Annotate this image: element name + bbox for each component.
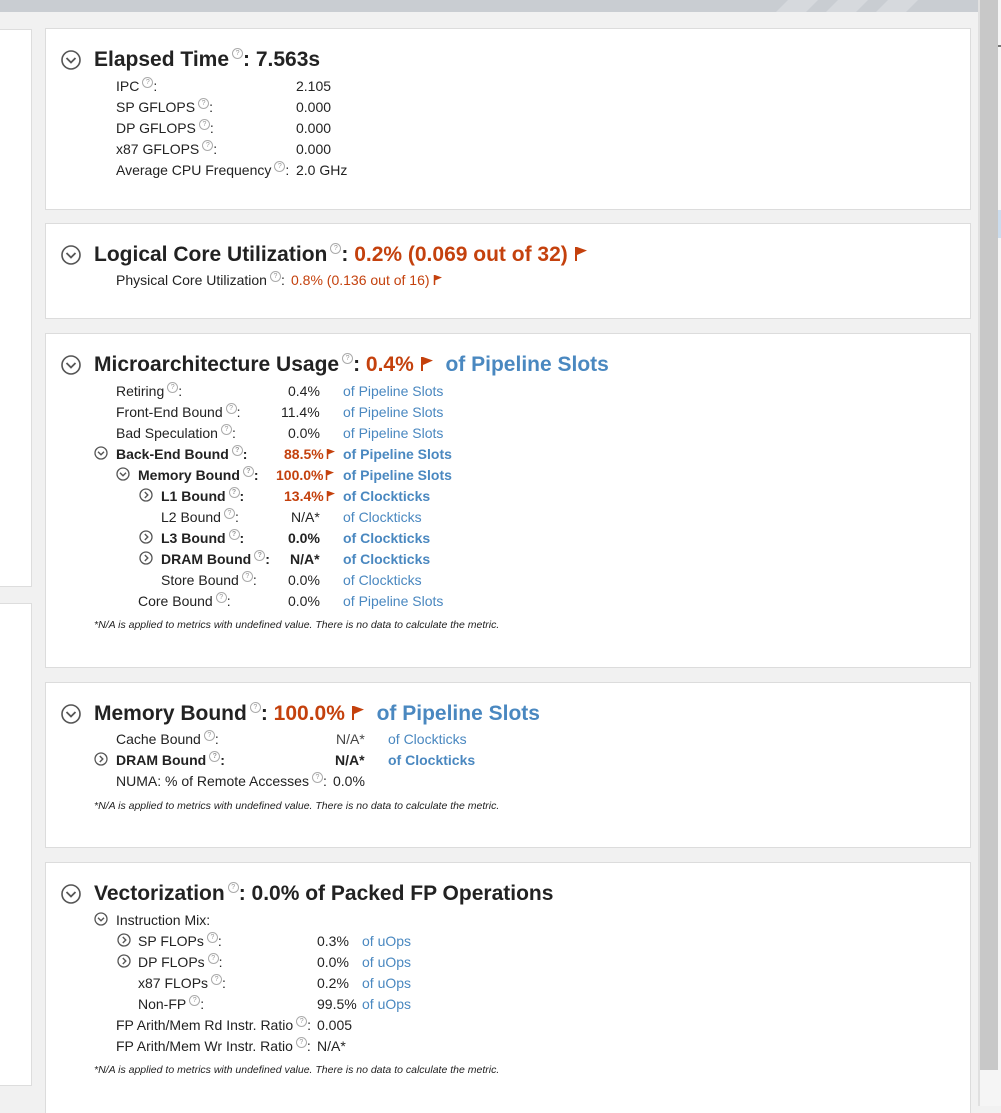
metric-label: SP FLOPs ? : bbox=[138, 933, 222, 949]
help-icon[interactable]: ? bbox=[296, 1037, 307, 1048]
help-icon[interactable]: ? bbox=[198, 98, 209, 109]
metric-label: SP GFLOPS ? : bbox=[116, 99, 213, 115]
metric-value: 0.0% bbox=[288, 572, 320, 588]
metric-unit: of Clockticks bbox=[343, 572, 422, 588]
na-footnote: *N/A is applied to metrics with undefined value. There is no data to calculate the metric. bbox=[94, 1064, 500, 1076]
instruction-mix-label: Instruction Mix: bbox=[116, 912, 211, 928]
metric-label: L1 Bound ? : bbox=[161, 488, 245, 504]
metric-value: 2.0 GHz bbox=[296, 162, 348, 178]
metric-label: DRAM Bound ? : bbox=[116, 752, 225, 768]
help-icon[interactable]: ? bbox=[208, 953, 219, 964]
left-pane-lower bbox=[0, 603, 32, 1086]
help-icon[interactable]: ? bbox=[216, 592, 227, 603]
help-icon[interactable]: ? bbox=[270, 271, 281, 282]
metric-value: 0.2% bbox=[317, 975, 349, 991]
metric-label: DRAM Bound ? : bbox=[161, 551, 270, 567]
elapsed-time-heading bbox=[94, 48, 320, 72]
metric-value: 0.000 bbox=[296, 120, 332, 136]
warning-flag-icon[interactable] bbox=[420, 356, 434, 372]
metric-unit: of Pipeline Slots bbox=[343, 404, 444, 420]
metric-label: Average CPU Frequency ? : bbox=[116, 162, 290, 178]
logical-core-utilization-panel bbox=[45, 223, 971, 319]
warning-flag-icon[interactable] bbox=[574, 246, 588, 262]
metric-label: L3 Bound ? : bbox=[161, 530, 245, 546]
metric-label: FP Arith/Mem Rd Instr. Ratio ? : bbox=[116, 1017, 312, 1033]
memory-bound-panel bbox=[45, 682, 971, 848]
expand-chevron-icon[interactable] bbox=[117, 954, 131, 968]
metric-unit: of Pipeline Slots bbox=[343, 383, 444, 399]
memory-bound-value: 100.0% bbox=[273, 702, 345, 725]
metric-value: 0.0% bbox=[317, 954, 349, 970]
metric-unit: of Pipeline Slots bbox=[343, 446, 452, 462]
help-icon[interactable]: ? bbox=[250, 702, 261, 713]
metric-label: IPC ? : bbox=[116, 78, 158, 94]
vectorization-heading bbox=[94, 882, 553, 906]
metric-value: 99.5% bbox=[317, 996, 357, 1012]
help-icon[interactable]: ? bbox=[211, 974, 222, 985]
metric-value: 100.0% bbox=[276, 467, 335, 483]
metric-value: N/A* bbox=[290, 551, 320, 567]
warning-flag-icon[interactable] bbox=[433, 274, 443, 286]
warning-flag-icon[interactable] bbox=[351, 705, 365, 721]
metric-unit: of uOps bbox=[362, 954, 412, 970]
metric-label: Memory Bound ? : bbox=[138, 467, 259, 483]
metric-value: N/A* bbox=[335, 752, 365, 768]
metric-label: NUMA: % of Remote Accesses ? : bbox=[116, 773, 327, 789]
metric-value: N/A* bbox=[336, 731, 365, 747]
metric-unit: of Pipeline Slots bbox=[343, 425, 444, 441]
help-icon[interactable]: ? bbox=[202, 140, 213, 151]
metric-unit: of Clockticks bbox=[343, 509, 422, 525]
na-footnote: *N/A is applied to metrics with undefined value. There is no data to calculate the metric. bbox=[94, 619, 500, 631]
help-icon[interactable]: ? bbox=[221, 424, 232, 435]
help-icon[interactable]: ? bbox=[226, 403, 237, 414]
metric-value: 0.000 bbox=[296, 141, 332, 157]
metric-unit: of Clockticks bbox=[343, 551, 431, 567]
help-icon[interactable]: ? bbox=[229, 487, 240, 498]
memory-bound-heading: Memory Bound ? : 100.0% of Pipeline Slots bbox=[94, 702, 540, 725]
microarchitecture-usage-panel bbox=[45, 333, 971, 668]
help-icon[interactable]: ? bbox=[204, 730, 215, 741]
metric-unit: of Clockticks bbox=[388, 752, 476, 768]
metric-unit: of Pipeline Slots bbox=[343, 467, 452, 483]
metric-value: 11.4% bbox=[281, 404, 320, 420]
metric-value: N/A* bbox=[317, 1038, 346, 1054]
help-icon[interactable]: ? bbox=[274, 161, 285, 172]
help-icon[interactable]: ? bbox=[242, 571, 253, 582]
logical-core-value: 0.2% (0.069 out of 32) bbox=[354, 243, 568, 266]
help-icon[interactable]: ? bbox=[167, 382, 178, 393]
metric-label: Core Bound ? : bbox=[138, 593, 231, 609]
expand-chevron-icon[interactable] bbox=[139, 530, 153, 544]
logical-core-heading: Logical Core Utilization ? : 0.2% (0.069 out of 32) bbox=[94, 243, 588, 267]
metric-value: 0.0% bbox=[288, 593, 320, 609]
metric-label: Bad Speculation ? : bbox=[116, 425, 236, 441]
metric-value: 0.4% bbox=[288, 383, 320, 399]
memory-bound-title: Memory Bound bbox=[94, 702, 247, 725]
help-icon[interactable]: ? bbox=[207, 932, 218, 943]
elapsed-time-value: : 7.563s bbox=[243, 48, 321, 71]
help-icon[interactable]: ? bbox=[229, 529, 240, 540]
microarchitecture-value: 0.4% bbox=[365, 353, 414, 376]
metric-label: DP GFLOPS ? : bbox=[116, 120, 214, 136]
left-pane-upper bbox=[0, 29, 32, 587]
collapse-chevron-icon[interactable] bbox=[61, 355, 81, 375]
help-icon[interactable]: ? bbox=[142, 77, 153, 88]
metric-label: Front-End Bound ? : bbox=[116, 404, 241, 420]
help-icon[interactable]: ? bbox=[312, 772, 323, 783]
help-icon[interactable]: ? bbox=[254, 550, 265, 561]
na-footnote: *N/A is applied to metrics with undefined value. There is no data to calculate the metric. bbox=[94, 800, 500, 812]
collapse-chevron-icon[interactable] bbox=[61, 884, 81, 904]
metric-unit: of uOps bbox=[362, 996, 412, 1012]
metric-value: 0.3% bbox=[317, 933, 349, 949]
help-icon[interactable]: ? bbox=[232, 48, 243, 59]
collapse-chevron-icon[interactable] bbox=[61, 245, 81, 265]
metric-label: FP Arith/Mem Wr Instr. Ratio ? : bbox=[116, 1038, 311, 1054]
expand-chevron-icon[interactable] bbox=[139, 488, 153, 502]
help-icon[interactable]: ? bbox=[209, 751, 220, 762]
metric-value: 0.0% bbox=[288, 530, 320, 546]
help-icon[interactable]: ? bbox=[342, 353, 353, 364]
metric-value: 0.0% bbox=[288, 425, 320, 441]
collapse-chevron-icon[interactable] bbox=[94, 912, 108, 926]
elapsed-time-panel bbox=[45, 28, 971, 210]
metric-value: 0.8% (0.136 out of 16) bbox=[291, 272, 443, 288]
help-icon[interactable]: ? bbox=[228, 882, 239, 893]
microarchitecture-heading: Microarchitecture Usage ? : 0.4% of Pipeline Slots bbox=[94, 353, 609, 376]
metric-value: 0.005 bbox=[317, 1017, 353, 1033]
help-icon[interactable]: ? bbox=[232, 445, 243, 456]
warning-flag-icon[interactable] bbox=[326, 448, 336, 460]
vectorization-title: Vectorization bbox=[94, 882, 225, 905]
expand-chevron-icon[interactable] bbox=[139, 551, 153, 565]
vertical-scrollbar[interactable] bbox=[978, 0, 1001, 1106]
metric-label: Retiring ? : bbox=[116, 383, 183, 399]
elapsed-time-title: Elapsed Time bbox=[94, 48, 230, 71]
metric-value: 88.5% bbox=[284, 446, 336, 462]
metric-label: DP FLOPs ? : bbox=[138, 954, 223, 970]
metric-label: x87 GFLOPS ? : bbox=[116, 141, 218, 157]
metric-label: Store Bound ? : bbox=[161, 572, 257, 588]
warning-flag-icon[interactable] bbox=[326, 490, 336, 502]
metric-unit: of uOps bbox=[362, 933, 412, 949]
microarchitecture-unit: of Pipeline Slots bbox=[445, 353, 609, 376]
expand-chevron-icon[interactable] bbox=[117, 933, 131, 947]
help-icon[interactable]: ? bbox=[296, 1016, 307, 1027]
microarchitecture-title: Microarchitecture Usage bbox=[94, 353, 340, 376]
help-icon[interactable]: ? bbox=[189, 995, 200, 1006]
help-icon[interactable]: ? bbox=[224, 508, 235, 519]
metric-value: N/A* bbox=[291, 509, 320, 525]
metric-value: 0.000 bbox=[296, 99, 332, 115]
collapse-chevron-icon[interactable] bbox=[116, 467, 130, 481]
metric-unit: of Clockticks bbox=[343, 488, 431, 504]
metric-label: Back-End Bound ? : bbox=[116, 446, 248, 462]
metric-value: 13.4% bbox=[284, 488, 336, 504]
expand-chevron-icon[interactable] bbox=[94, 752, 108, 766]
help-icon[interactable]: ? bbox=[243, 466, 254, 477]
metric-value: 0.0% bbox=[333, 773, 365, 789]
metric-unit: of Clockticks bbox=[388, 731, 467, 747]
memory-bound-unit: of Pipeline Slots bbox=[376, 702, 540, 725]
metric-unit: of Pipeline Slots bbox=[343, 593, 444, 609]
help-icon[interactable]: ? bbox=[199, 119, 210, 130]
logical-core-title: Logical Core Utilization bbox=[94, 243, 328, 266]
metric-label: Non-FP ? : bbox=[138, 996, 205, 1012]
top-toolbar-strip bbox=[0, 0, 978, 12]
metric-label: Physical Core Utilization ? : bbox=[116, 272, 285, 288]
collapse-chevron-icon[interactable] bbox=[61, 704, 81, 724]
metric-label: x87 FLOPs ? : bbox=[138, 975, 226, 991]
metric-unit: of uOps bbox=[362, 975, 412, 991]
collapse-chevron-icon[interactable] bbox=[94, 446, 108, 460]
metric-value: 2.105 bbox=[296, 78, 332, 94]
help-icon[interactable]: ? bbox=[330, 243, 341, 254]
metric-label: Cache Bound ? : bbox=[116, 731, 219, 747]
warning-flag-icon[interactable] bbox=[325, 469, 335, 481]
scrollbar-thumb[interactable] bbox=[980, 0, 998, 1070]
metric-label: L2 Bound ? : bbox=[161, 509, 239, 525]
vectorization-panel bbox=[45, 862, 971, 1113]
metric-unit: of Clockticks bbox=[343, 530, 431, 546]
vectorization-value: : 0.0% of Packed FP Operations bbox=[238, 882, 554, 905]
collapse-chevron-icon[interactable] bbox=[61, 50, 81, 70]
